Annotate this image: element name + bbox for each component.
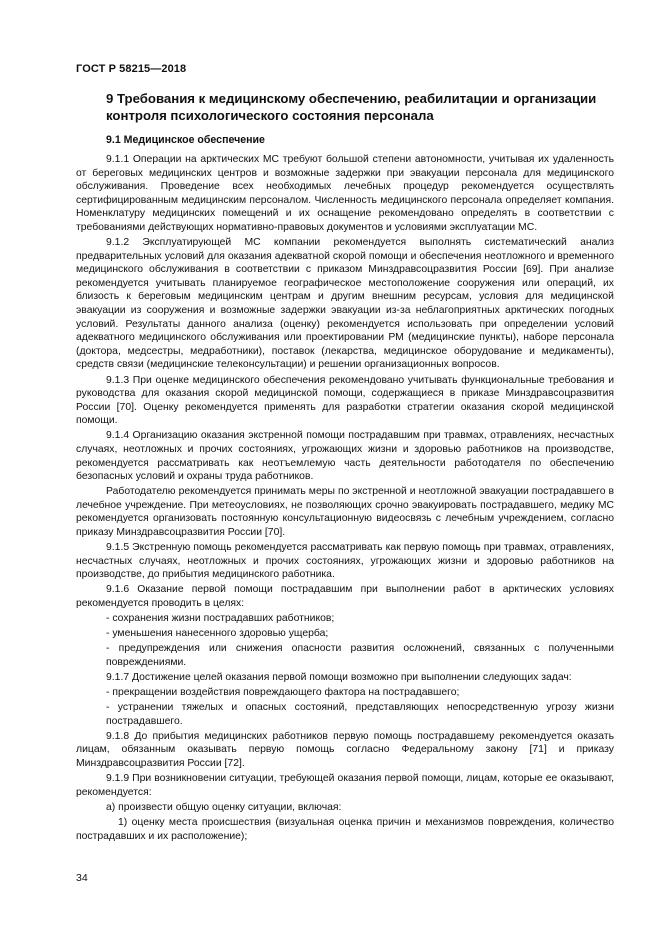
list-item-1: 1) оценку места происшествия (визуальная оценка причин и механизмов повреждения, количество пострадавших и их расположение); [76,816,614,842]
list-item: - предупреждения или снижения опасности развития осложнений, связанных с полученными повреждениями. [106,643,614,668]
paragraph-9-1-3: 9.1.3 При оценке медицинского обеспечения рекомендовано учитывать функциональные требования и руководства для оказания скорой медицинской помощи, содержащиеся в приказе Минздравсоцразвития России [70]. Оценку рекомендуется применять для разработки стратегии оказания скорой медицинской помощи. [76,374,614,427]
list-item: - сохранения жизни пострадавших работников; [106,613,335,625]
paragraph-9-1-5: 9.1.5 Экстренную помощь рекомендуется рассматривать как первую помощь при травмах, отравлениях, несчастных случаях, неотложных и прочих состояниях, угрожающих жизни и здоровью работников на производстве, до прибытия медицинского работника. [76,542,614,581]
section-title: 9 Требования к медицинскому обеспечению, реабилитации и организации контроля психологического состояния персонала [106,91,597,123]
paragraph-9-1-8: 9.1.8 До прибытия медицинских работников первую помощь пострадавшему рекомендуется оказать лицам, обязанным оказывать первую помощь согласно Федеральному закону [71] и приказу Минздравсоцразвития России [72]. [76,730,614,770]
subsection-title: 9.1 Медицинское обеспечение [106,134,265,146]
paragraph-employer: Работодателю рекомендуется принимать меры по экстренной и неотложной эвакуации пострадавшего в лечебное учреждение. При метеоусловиях, не позволяющих срочно эвакуировать пострадавшего, медику МС рекомендуется организовать постоянную консультационную видеосвязь с лечебным учреждением, согласно приказу Минздравсоцразвития России [70]. [76,486,614,539]
paragraph-9-1-1: 9.1.1 Операции на арктических МС требуют большой степени автономности, учитывая их удаленность от береговых медицинских центров и возможные задержки при эвакуации персонала для медицинского обслуживания. Проведение всех необходимых лечебных процедур рекомендуется осуществлять сертифицированным медицинским персоналом. Численность медицинского персонала определяет компания. Номенклатуру медицинских помещений и их оснащение рекомендовано определять в соответствии с требованиями действующих нормативно-правовых документов и условиями эксплуатации МС. [76,154,614,233]
list-item: - уменьшения нанесенного здоровью ущерба; [106,628,329,640]
paragraph-9-1-4: 9.1.4 Организацию оказания экстренной помощи пострадавшим при травмах, отравлениях, несчастных случаях, неотложных и прочих состояниях, угрожающих жизни и здоровью работников на производстве, рекомендуется рассматривать как неотъемлемую часть деятельности работодателя по обеспечению безопасных условий и охраны труда работников. [76,430,614,483]
paragraph-9-1-2: 9.1.2 Эксплуатирующей МС компании рекомендуется выполнять систематический анализ предварительных условий для оказания адекватной скорой помощи и обеспечения неотложного и временного медицинского обслуживания в соответствии с приказом Минздравсоцразвития России [69]. При анализе рекомендуется учитывать планируемое географическое местоположение сооружения или операций, их близость к береговым медицинским центрам и другим внешним ресурсам, условия для медицинской эвакуации из сооружения и возможные задержки эвакуации из-за неблагоприятных арктических погодных условий. Результаты данного анализа (оценку) рекомендуется использовать при определении условий адекватного медицинского обслуживания или проектировании РМ (медицинские пункты), наборе персонала (доктора, медсестры, медработники), поставок (лекарства, медицинское оборудование и медикаменты), средств связи (медицинские телеконсультации) и решении организационных вопросов. [76,237,614,371]
document-header-code: ГОСТ Р 58215—2018 [76,63,187,75]
paragraph-9-1-9: 9.1.9 При возникновении ситуации, требующей оказания первой помощи, лицам, которые ее оказывают, рекомендуется: [76,773,614,798]
paragraph-9-1-6: 9.1.6 Оказание первой помощи пострадавшим при выполнении работ в арктических условиях рекомендуется проводить в целях: [76,584,614,609]
document-body [76,153,614,845]
paragraph-9-1-7: 9.1.7 Достижение целей оказания первой помощи возможно при выполнении следующих задач: [106,671,572,683]
list-item-a: а) произвести общую оценку ситуации, включая: [106,801,342,813]
list-item: - устранении тяжелых и опасных состояний, представляющих непосредственную угрозу жизни пострадавшего. [106,702,614,727]
list-item: - прекращении воздействия повреждающего фактора на пострадавшего; [106,687,460,699]
page-number: 34 [76,872,88,884]
